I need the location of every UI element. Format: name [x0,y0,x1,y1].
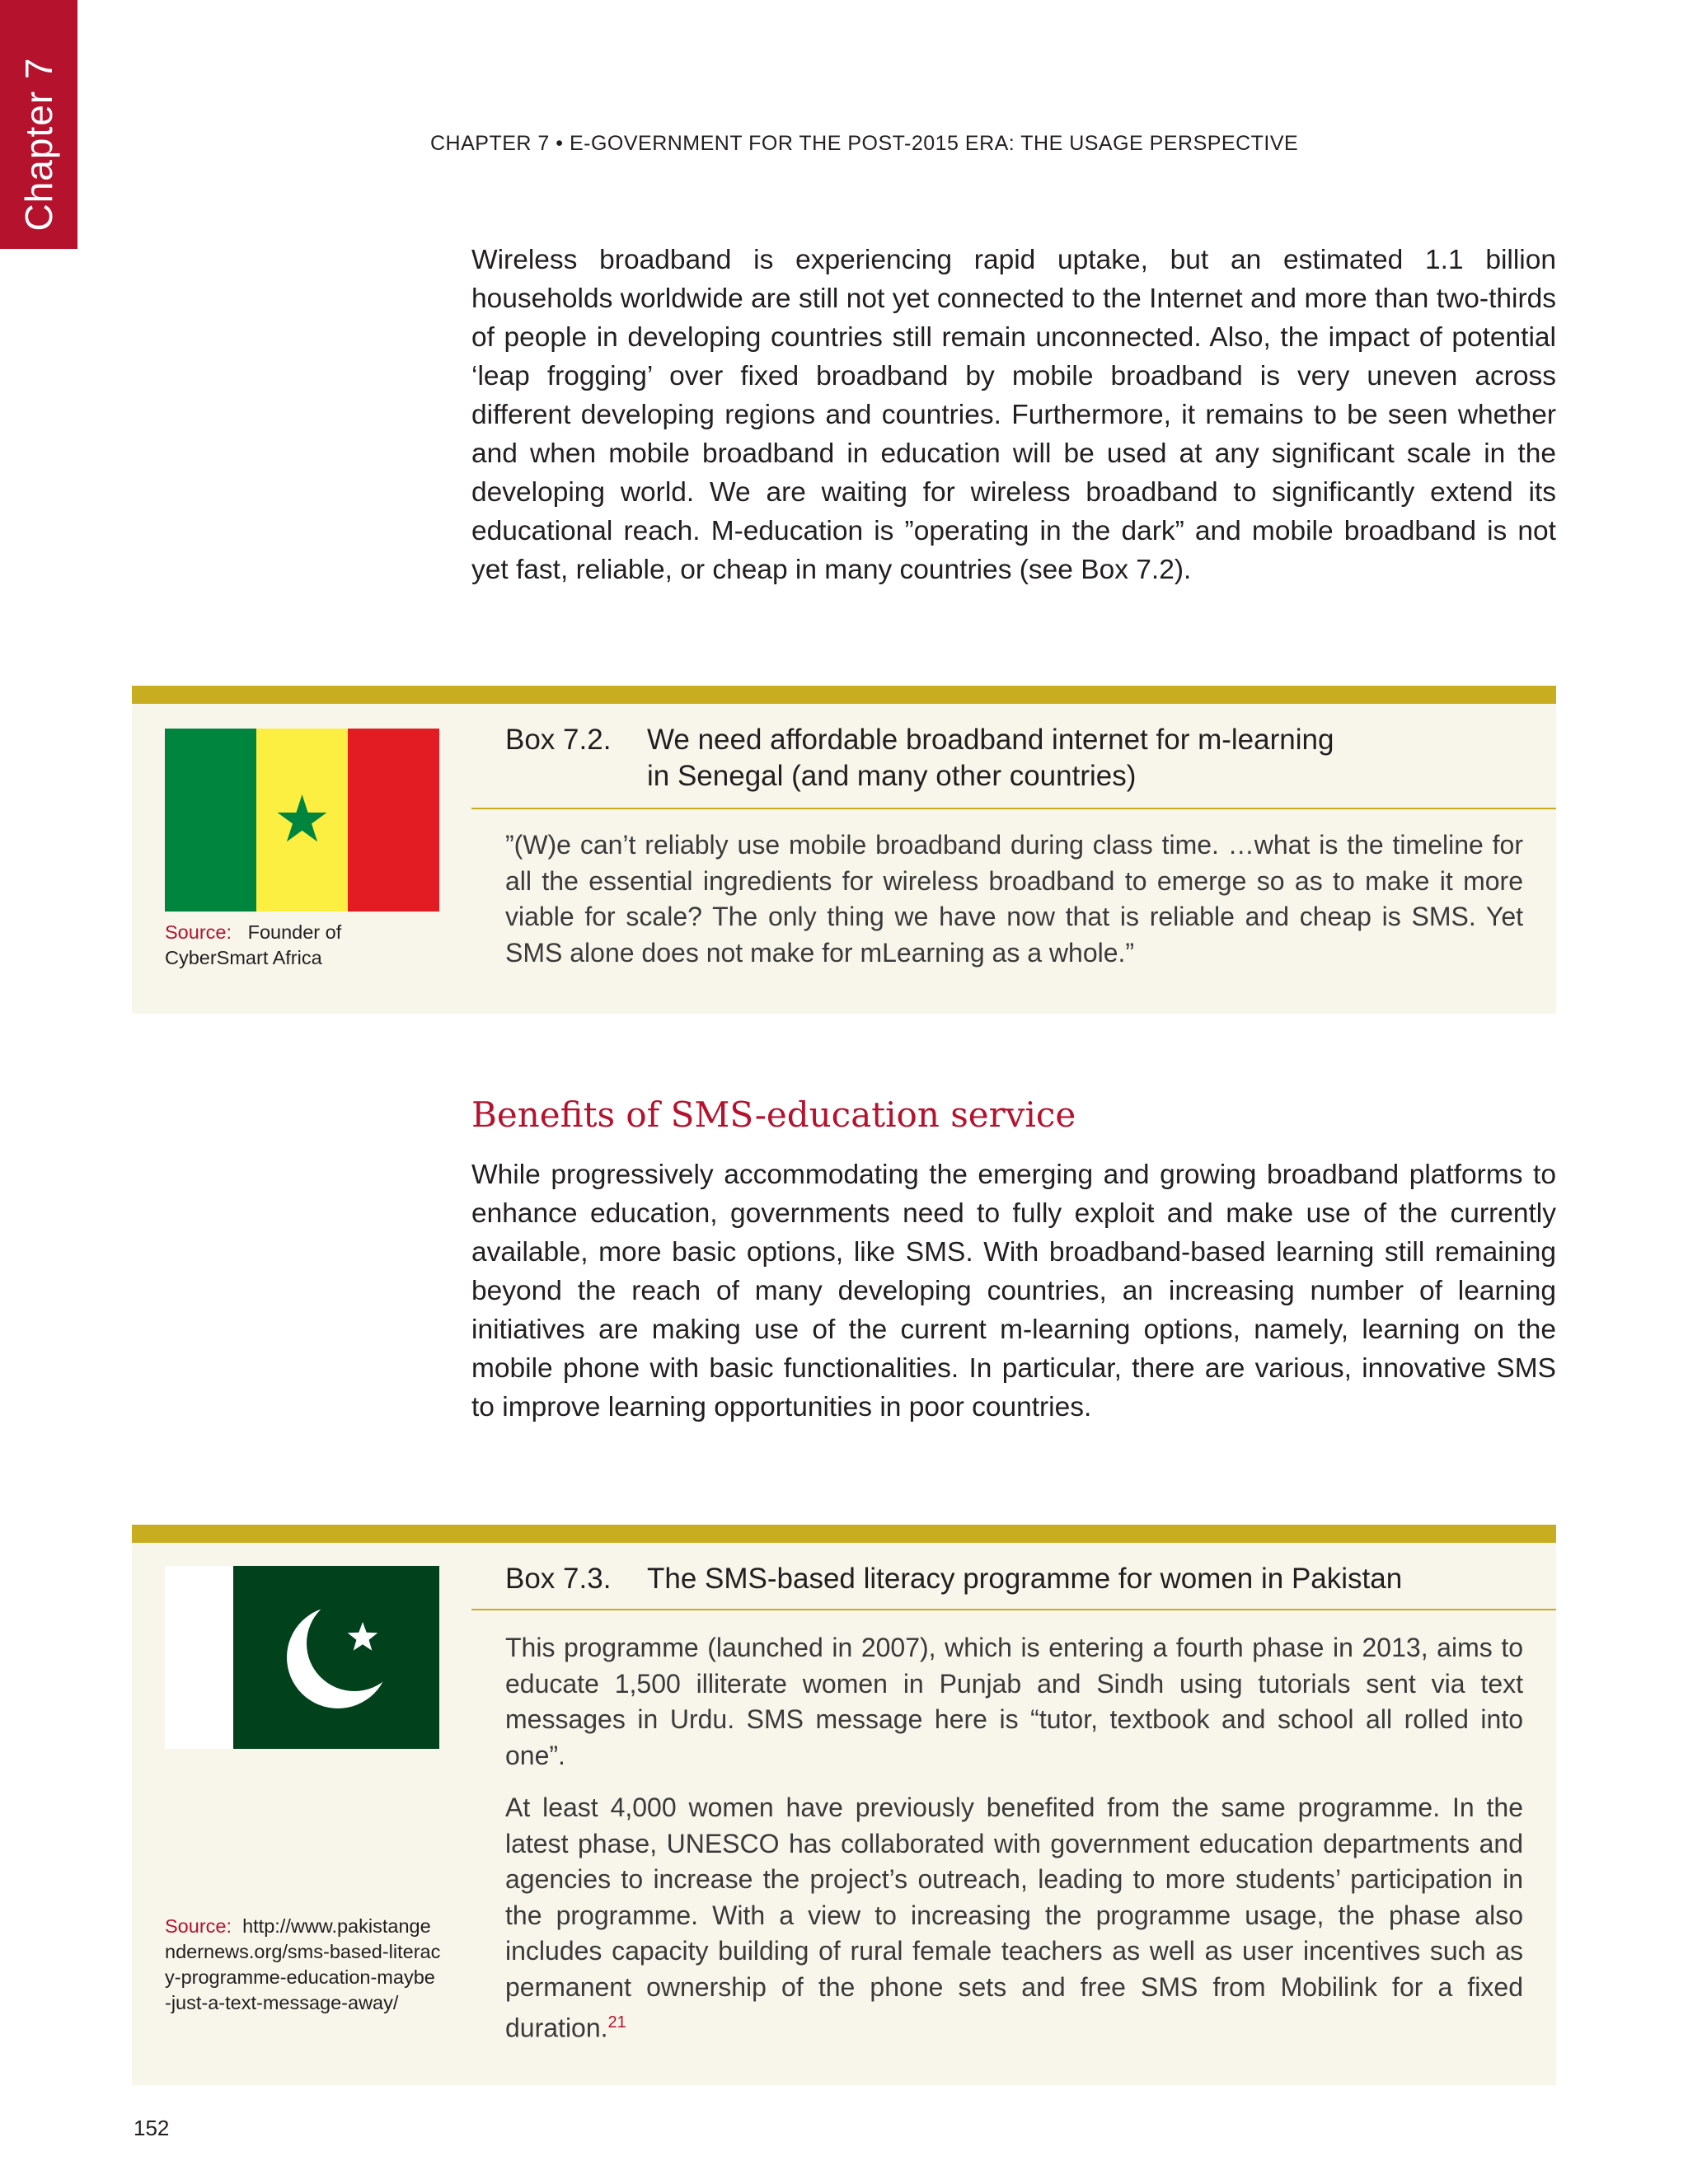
page-number: 152 [134,2116,170,2140]
box-paragraph-2-text: At least 4,000 women have previously benefited from the same programme. In the latest phase, UNESCO has collaborated with government education departments and agencies to increase the project’s outreach, leading to more students’ participation in the programme. With a view to increasing the programme usage, the phase also includes capacity building of rural female teachers as well as user incentives such as permanent ownership of the phone sets and free SMS from Mobilink for a fixed duration. [505,1793,1523,2043]
source-label: Source: [165,921,232,943]
box-title-line1: We need affordable broadband internet for m-learning [647,724,1334,756]
box-top-bar [132,686,1556,704]
box-7-3 [132,1525,1556,2085]
box-7-3-body [505,1630,1523,2063]
box-title-text: The SMS-based literacy programme for women in Pakistan [647,1563,1403,1595]
chapter-tab-label: Chapter 7 [17,57,60,232]
box-rule [471,1609,1556,1610]
senegal-flag-icon [165,729,439,912]
pakistan-flag-icon [165,1566,439,1749]
box-top-bar [132,1525,1556,1543]
source-label: Source: [165,1915,232,1937]
box-7-3-title [505,1561,1402,1597]
footnote-ref: 21 [607,2013,626,2032]
section-heading: Benefits of SMS-education service [471,1094,1076,1135]
intro-paragraph: Wireless broadband is experiencing rapid uptake, but an estimated 1.1 billion households worldwide are still not yet connected to the Internet and more than two-thirds of people in developing countries still remain unconnected. Also, the impact of potential ‘leap frogging’ over fixed broadband by mobile broadband is very uneven across different developing regions and countries. Furthermore, it remains to be seen whether and when mobile broadband in education will be used at any significant scale in the developing world. We are waiting for wireless broadband to significantly extend its educational reach. M-education is ”operating in the dark” and mobile broadband is not yet fast, reliable, or cheap in many countries (see Box 7.2). [471,245,1556,585]
box-number: Box 7.2. [505,724,612,756]
box-7-3-source [165,1914,441,2016]
running-header: CHAPTER 7 • E-GOVERNMENT FOR THE POST-2015 ERA: THE USAGE PERSPECTIVE [430,132,1299,155]
chapter-tab [0,0,77,249]
box-rule [471,808,1556,809]
source-text: Founder of CyberSmart Africa [165,921,342,968]
box-paragraph-2 [505,1790,1523,2046]
box-number: Box 7.3. [505,1563,612,1595]
box-paragraph-1: This programme (launched in 2007), which is entering a fourth phase in 2013, aims to educate 1,500 illiterate women in Punjab and Sindh using tutorials sent via text messages in Urdu. SMS message here is “tutor, textbook and school all rolled into one”. [505,1633,1523,1770]
section-paragraph: While progressively accommodating the emerging and growing broadband platforms to enhance education, governments need to fully exploit and make use of the currently available, more basic options, like SMS. With broadband-based learning still remaining beyond the reach of many developing countries, an increasing number of learning initiatives are making use of the current m-learning options, namely, learning on the mobile phone with basic functionalities. In particular, there are various, innovative SMS to improve learning opportunities in poor countries. [471,1160,1556,1422]
box-7-2 [132,686,1556,1014]
source-url: http://www.pakistangendernews.org/sms-based-literacy-programme-education-maybe-just-a-text-message-away/ [165,1915,441,2013]
box-7-2-quote: ”(W)e can’t reliably use mobile broadband during class time. …what is the timeline for all the essential ingredients for wireless broadband to emerge so as to make it more viable for scale? The only thing we have now that is reliable and cheap is SMS. Yet SMS alone does not make for mLearning as a whole.” [505,830,1523,968]
box-7-2-source [165,920,441,971]
box-7-2-title [505,722,1334,794]
box-title-line2: in Senegal (and many other countries) [647,760,1137,792]
